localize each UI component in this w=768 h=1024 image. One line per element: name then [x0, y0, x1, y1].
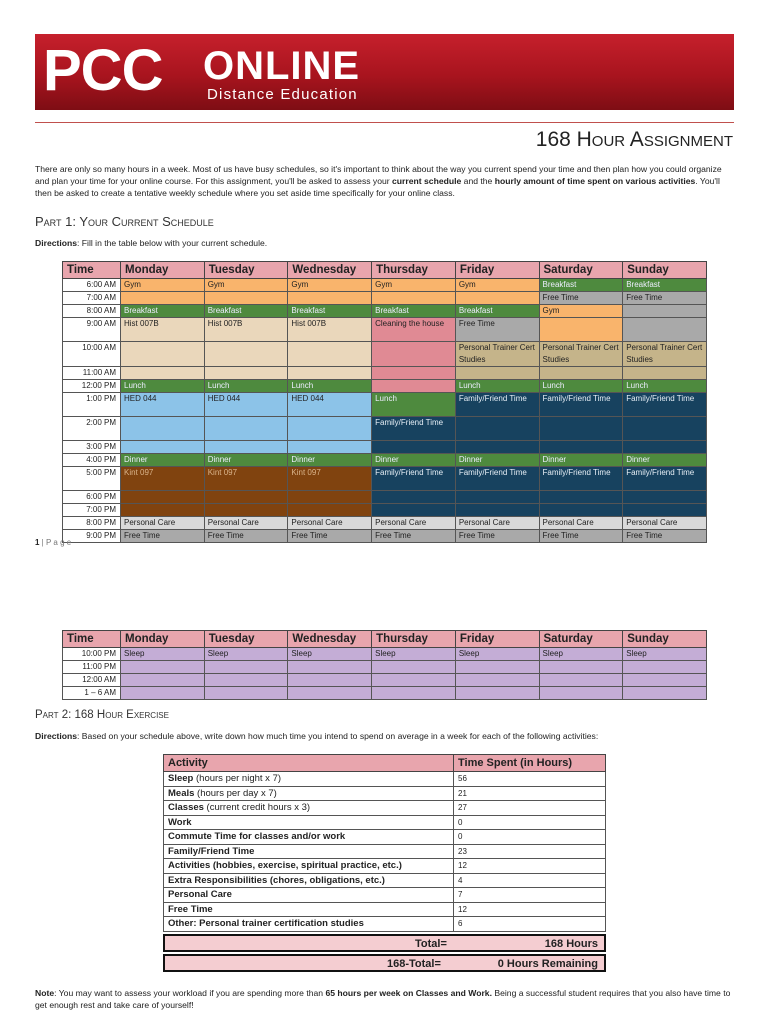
activity-name: Extra Responsibilities (chores, obligations, etc.) — [168, 874, 385, 886]
schedule-row — [63, 530, 707, 543]
activity-hours-cell[interactable]: 7 — [454, 888, 606, 903]
time-cell: 8:00 PM — [63, 517, 121, 530]
day-header: Friday — [455, 262, 539, 279]
current-schedule-table — [62, 261, 707, 543]
schedule-cell: Kint 097 — [121, 467, 205, 491]
schedule-cell — [539, 367, 623, 380]
time-cell: 6:00 PM — [63, 491, 121, 504]
schedule-cell — [121, 491, 205, 504]
schedule-cell: Gym — [121, 279, 205, 292]
schedule-cell — [539, 674, 623, 687]
schedule-cell — [204, 292, 288, 305]
activity-hours-cell[interactable]: 21 — [454, 786, 606, 801]
schedule-cell — [539, 504, 623, 517]
schedule-cell: Family/Friend Time — [372, 417, 456, 441]
schedule-row — [63, 517, 707, 530]
schedule-cell: Personal Trainer Cert Studies — [539, 342, 623, 367]
time-cell: 7:00 PM — [63, 504, 121, 517]
schedule-cell — [455, 504, 539, 517]
activity-row — [164, 830, 606, 845]
schedule-cell: Personal Care — [455, 517, 539, 530]
activity-name-cell — [164, 859, 454, 874]
part1-heading: Part 1: Your Current Schedule — [35, 214, 214, 229]
activity-name-cell — [164, 902, 454, 917]
day-header: Tuesday — [204, 262, 288, 279]
schedule-row — [63, 441, 707, 454]
schedule-row — [63, 674, 707, 687]
schedule-cell — [288, 441, 372, 454]
schedule-cell: Lunch — [204, 380, 288, 393]
page-number: 1 | P a g e — [35, 538, 72, 547]
day-header: Sunday — [623, 262, 707, 279]
schedule-row — [63, 687, 707, 700]
time-spent-header: Time Spent (in Hours) — [454, 755, 606, 772]
activity-note: (hours per night x 7) — [193, 773, 282, 785]
schedule-cell — [455, 491, 539, 504]
activity-hours-cell[interactable]: 23 — [454, 844, 606, 859]
activity-row — [164, 859, 606, 874]
schedule-cell: Free Time — [539, 530, 623, 543]
time-column-header: Time — [63, 631, 121, 648]
schedule-cell — [121, 687, 205, 700]
schedule-cell: Sleep — [121, 648, 205, 661]
schedule-cell: Breakfast — [288, 305, 372, 318]
activity-name-cell — [164, 772, 454, 787]
part2-directions: Directions: Based on your schedule above, write down how much time you intend to spend on average in a week for each of the following activities: — [35, 731, 599, 741]
schedule-cell: Family/Friend Time — [372, 467, 456, 491]
schedule-header-row — [63, 262, 707, 279]
schedule-cell: Lunch — [121, 380, 205, 393]
schedule-cell — [455, 367, 539, 380]
total-row — [163, 934, 606, 952]
activity-name: Work — [168, 816, 192, 828]
schedule-cell: Free Time — [372, 530, 456, 543]
schedule-cell — [288, 687, 372, 700]
intro-paragraph: There are only so many hours in a week. Most of us have busy schedules, so it's important to think about the way you current spend your time and then plan how you could organize and plan your time for your online course. For this assignment, you'll be asked to assess your current schedule and the hourly amount of time spent on various activities. You'll then be asked to create a tentative weekly schedule where you set aside time specifically for your online class. — [35, 164, 722, 198]
schedule-cell: Dinner — [121, 454, 205, 467]
schedule-cell — [204, 661, 288, 674]
schedule-row — [63, 417, 707, 441]
schedule-cell: Breakfast — [121, 305, 205, 318]
remaining-row — [163, 954, 606, 972]
day-header: Saturday — [539, 262, 623, 279]
activity-row — [164, 888, 606, 903]
schedule-cell: Sleep — [539, 648, 623, 661]
schedule-cell: Cleaning the house — [372, 318, 456, 342]
schedule-cell — [288, 674, 372, 687]
schedule-cell: Hist 007B — [288, 318, 372, 342]
activity-row — [164, 917, 606, 932]
day-header: Saturday — [539, 631, 623, 648]
schedule-row — [63, 491, 707, 504]
schedule-cell — [539, 661, 623, 674]
schedule-cell: Personal Care — [539, 517, 623, 530]
activity-hours-cell[interactable]: 0 — [454, 815, 606, 830]
time-cell: 12:00 AM — [63, 674, 121, 687]
schedule-cell: Breakfast — [623, 279, 707, 292]
activity-row — [164, 815, 606, 830]
schedule-cell — [121, 661, 205, 674]
schedule-cell — [204, 441, 288, 454]
day-header: Monday — [121, 631, 205, 648]
schedule-cell — [204, 674, 288, 687]
schedule-cell: Sleep — [623, 648, 707, 661]
schedule-cell — [455, 674, 539, 687]
time-cell: 11:00 AM — [63, 367, 121, 380]
time-cell: 10:00 PM — [63, 648, 121, 661]
activity-name: Classes — [168, 802, 204, 814]
day-header: Sunday — [623, 631, 707, 648]
activity-table — [163, 754, 606, 932]
schedule-cell — [372, 687, 456, 700]
schedule-cell: Lunch — [623, 380, 707, 393]
note-paragraph: Note: You may want to assess your workload if you are spending more than 65 hours per week on Classes and Work. Being a successful student requires that you also have time to get enough rest and take care of yourself! — [35, 988, 731, 1010]
schedule-cell: Personal Trainer Cert Studies — [623, 342, 707, 367]
schedule-row — [63, 467, 707, 491]
day-header: Wednesday — [288, 262, 372, 279]
activity-hours-cell[interactable]: 12 — [454, 859, 606, 874]
schedule-cell: Dinner — [372, 454, 456, 467]
schedule-cell — [623, 305, 707, 318]
time-cell: 8:00 AM — [63, 305, 121, 318]
activity-name-cell — [164, 873, 454, 888]
remaining-value: 0 Hours Remaining — [497, 958, 598, 970]
schedule-cell: Kint 097 — [288, 467, 372, 491]
schedule-cell — [372, 674, 456, 687]
activity-row — [164, 844, 606, 859]
schedule-cell: Free Time — [623, 292, 707, 305]
time-cell: 10:00 AM — [63, 342, 121, 367]
schedule-cell — [372, 441, 456, 454]
schedule-cell — [623, 504, 707, 517]
schedule-cell: Family/Friend Time — [539, 393, 623, 417]
time-cell: 2:00 PM — [63, 417, 121, 441]
activity-hours-cell[interactable]: 6 — [454, 917, 606, 932]
activity-name-cell — [164, 830, 454, 845]
header-divider — [35, 122, 734, 123]
schedule-cell — [372, 367, 456, 380]
activity-row — [164, 801, 606, 816]
schedule-row — [63, 661, 707, 674]
schedule-cell: Free Time — [288, 530, 372, 543]
brand-tagline: Distance Education — [207, 86, 358, 103]
schedule-cell — [455, 661, 539, 674]
time-column-header: Time — [63, 262, 121, 279]
activity-hours-cell[interactable]: 56 — [454, 772, 606, 787]
time-cell: 9:00 AM — [63, 318, 121, 342]
schedule-cell — [121, 417, 205, 441]
schedule-cell: Gym — [288, 279, 372, 292]
schedule-row — [63, 454, 707, 467]
schedule-cell: Lunch — [455, 380, 539, 393]
schedule-cell — [623, 318, 707, 342]
schedule-cell: Free Time — [623, 530, 707, 543]
schedule-cell: Dinner — [455, 454, 539, 467]
schedule-cell — [121, 342, 205, 367]
activity-name: Sleep — [168, 773, 194, 785]
activity-row — [164, 772, 606, 787]
schedule-cell — [539, 441, 623, 454]
activity-hours-cell[interactable]: 4 — [454, 873, 606, 888]
time-cell: 1 – 6 AM — [63, 687, 121, 700]
schedule-cell: Breakfast — [372, 305, 456, 318]
schedule-cell — [288, 367, 372, 380]
schedule-row — [63, 342, 707, 367]
schedule-cell: Free Time — [455, 318, 539, 342]
schedule-cell — [288, 504, 372, 517]
schedule-cell — [539, 491, 623, 504]
activity-name: Other: Personal trainer certification studies — [168, 918, 364, 930]
schedule-cell — [539, 417, 623, 441]
schedule-cell: Dinner — [623, 454, 707, 467]
schedule-cell: Hist 007B — [204, 318, 288, 342]
schedule-cell: Sleep — [372, 648, 456, 661]
activity-name: Meals — [168, 787, 195, 799]
schedule-cell — [372, 380, 456, 393]
schedule-cell: Personal Care — [623, 517, 707, 530]
activity-name: Free Time — [168, 903, 213, 915]
total-label: Total= — [415, 938, 447, 950]
header-banner — [35, 34, 734, 110]
activity-name-cell — [164, 888, 454, 903]
page-title: 168 Hour Assignment — [535, 128, 733, 151]
schedule-cell: Free Time — [204, 530, 288, 543]
schedule-cell: Sleep — [455, 648, 539, 661]
activity-hours-cell[interactable]: 0 — [454, 830, 606, 845]
schedule-cell: Hist 007B — [121, 318, 205, 342]
activity-name-cell — [164, 917, 454, 932]
schedule-cell: Sleep — [288, 648, 372, 661]
time-cell: 12:00 PM — [63, 380, 121, 393]
schedule-cell: Dinner — [288, 454, 372, 467]
time-cell: 3:00 PM — [63, 441, 121, 454]
activity-hours-cell[interactable]: 27 — [454, 801, 606, 816]
schedule-cell — [372, 491, 456, 504]
schedule-cell: Free Time — [539, 292, 623, 305]
schedule-cell — [288, 491, 372, 504]
schedule-cell — [539, 318, 623, 342]
schedule-cell: Gym — [372, 279, 456, 292]
schedule-cell: Free Time — [455, 530, 539, 543]
schedule-cell — [204, 504, 288, 517]
activity-header: Activity — [164, 755, 454, 772]
schedule-cell — [204, 367, 288, 380]
activity-name: Family/Friend Time — [168, 845, 255, 857]
time-cell: 7:00 AM — [63, 292, 121, 305]
schedule-cell — [623, 661, 707, 674]
schedule-cell: HED 044 — [288, 393, 372, 417]
schedule-cell — [539, 687, 623, 700]
schedule-cell: Family/Friend Time — [623, 467, 707, 491]
remaining-label: 168-Total= — [387, 958, 441, 970]
schedule-cell — [623, 417, 707, 441]
time-cell: 6:00 AM — [63, 279, 121, 292]
activity-note: (current credit hours x 3) — [203, 802, 311, 814]
schedule-cell: Personal Care — [121, 517, 205, 530]
activity-hours-cell[interactable]: 12 — [454, 902, 606, 917]
schedule-cell: Personal Trainer Cert Studies — [455, 342, 539, 367]
day-header: Thursday — [372, 631, 456, 648]
schedule-cell: HED 044 — [204, 393, 288, 417]
schedule-cell — [372, 292, 456, 305]
day-header: Friday — [455, 631, 539, 648]
schedule-cell: Family/Friend Time — [455, 467, 539, 491]
schedule-cell: Dinner — [539, 454, 623, 467]
schedule-cell: Family/Friend Time — [623, 393, 707, 417]
schedule-cell — [372, 504, 456, 517]
schedule-cell: Breakfast — [455, 305, 539, 318]
total-value: 168 Hours — [544, 938, 598, 950]
schedule-cell: Gym — [204, 279, 288, 292]
time-cell: 5:00 PM — [63, 467, 121, 491]
schedule-cell — [455, 441, 539, 454]
schedule-cell — [623, 441, 707, 454]
activity-name-cell — [164, 786, 454, 801]
day-header: Thursday — [372, 262, 456, 279]
time-cell: 4:00 PM — [63, 454, 121, 467]
schedule-cell: Dinner — [204, 454, 288, 467]
activity-name: Commute Time for classes and/or work — [168, 831, 346, 843]
schedule-cell — [288, 292, 372, 305]
activity-name-cell — [164, 844, 454, 859]
activity-name-cell — [164, 815, 454, 830]
activity-name: Activities (hobbies, exercise, spiritual practice, etc.) — [168, 860, 402, 872]
schedule-row — [63, 648, 707, 661]
schedule-cell: Free Time — [121, 530, 205, 543]
schedule-cell: Lunch — [288, 380, 372, 393]
time-cell: 11:00 PM — [63, 661, 121, 674]
schedule-cell — [455, 292, 539, 305]
schedule-cell — [121, 292, 205, 305]
schedule-row — [63, 367, 707, 380]
time-cell: 1:00 PM — [63, 393, 121, 417]
schedule-row — [63, 393, 707, 417]
night-schedule-table — [62, 630, 707, 700]
brand-logo-online: ONLINE — [203, 44, 361, 88]
schedule-row — [63, 318, 707, 342]
schedule-cell: Kint 097 — [204, 467, 288, 491]
day-header: Monday — [121, 262, 205, 279]
schedule-cell: Lunch — [539, 380, 623, 393]
schedule-row — [63, 504, 707, 517]
activity-row — [164, 786, 606, 801]
schedule-cell: Breakfast — [204, 305, 288, 318]
schedule-cell — [623, 674, 707, 687]
schedule-cell: Personal Care — [204, 517, 288, 530]
schedule-cell — [121, 504, 205, 517]
schedule-row — [63, 292, 707, 305]
schedule-cell — [623, 491, 707, 504]
schedule-cell: Family/Friend Time — [455, 393, 539, 417]
schedule-cell: Family/Friend Time — [539, 467, 623, 491]
part1-directions: Directions: Fill in the table below with your current schedule. — [35, 238, 268, 248]
schedule-cell — [455, 687, 539, 700]
schedule-cell: Breakfast — [539, 279, 623, 292]
part2-heading: Part 2: 168 Hour Exercise — [35, 709, 169, 721]
schedule-cell — [623, 367, 707, 380]
schedule-cell — [204, 417, 288, 441]
schedule-cell — [623, 687, 707, 700]
schedule-cell — [121, 441, 205, 454]
schedule-cell: HED 044 — [121, 393, 205, 417]
schedule-row — [63, 279, 707, 292]
time-cell: 9:00 PM — [63, 530, 121, 543]
schedule-cell — [372, 661, 456, 674]
activity-note: (hours per day x 7) — [194, 787, 277, 799]
schedule-cell — [288, 417, 372, 441]
schedule-row — [63, 380, 707, 393]
schedule-cell — [204, 342, 288, 367]
schedule-cell: Personal Care — [288, 517, 372, 530]
schedule-cell — [288, 342, 372, 367]
schedule-cell: Sleep — [204, 648, 288, 661]
day-header: Tuesday — [204, 631, 288, 648]
activity-row — [164, 902, 606, 917]
schedule-cell — [121, 367, 205, 380]
brand-logo-pcc: PCC — [43, 38, 163, 103]
schedule-cell — [121, 674, 205, 687]
schedule-cell — [455, 417, 539, 441]
schedule-cell — [204, 687, 288, 700]
schedule-cell: Gym — [539, 305, 623, 318]
schedule-cell: Lunch — [372, 393, 456, 417]
schedule-cell — [288, 661, 372, 674]
day-header: Wednesday — [288, 631, 372, 648]
schedule-row — [63, 305, 707, 318]
schedule-header-row — [63, 631, 707, 648]
activity-row — [164, 873, 606, 888]
schedule-cell — [372, 342, 456, 367]
schedule-cell — [204, 491, 288, 504]
schedule-cell: Gym — [455, 279, 539, 292]
activity-name-cell — [164, 801, 454, 816]
schedule-cell: Personal Care — [372, 517, 456, 530]
activity-name: Personal Care — [168, 889, 232, 901]
